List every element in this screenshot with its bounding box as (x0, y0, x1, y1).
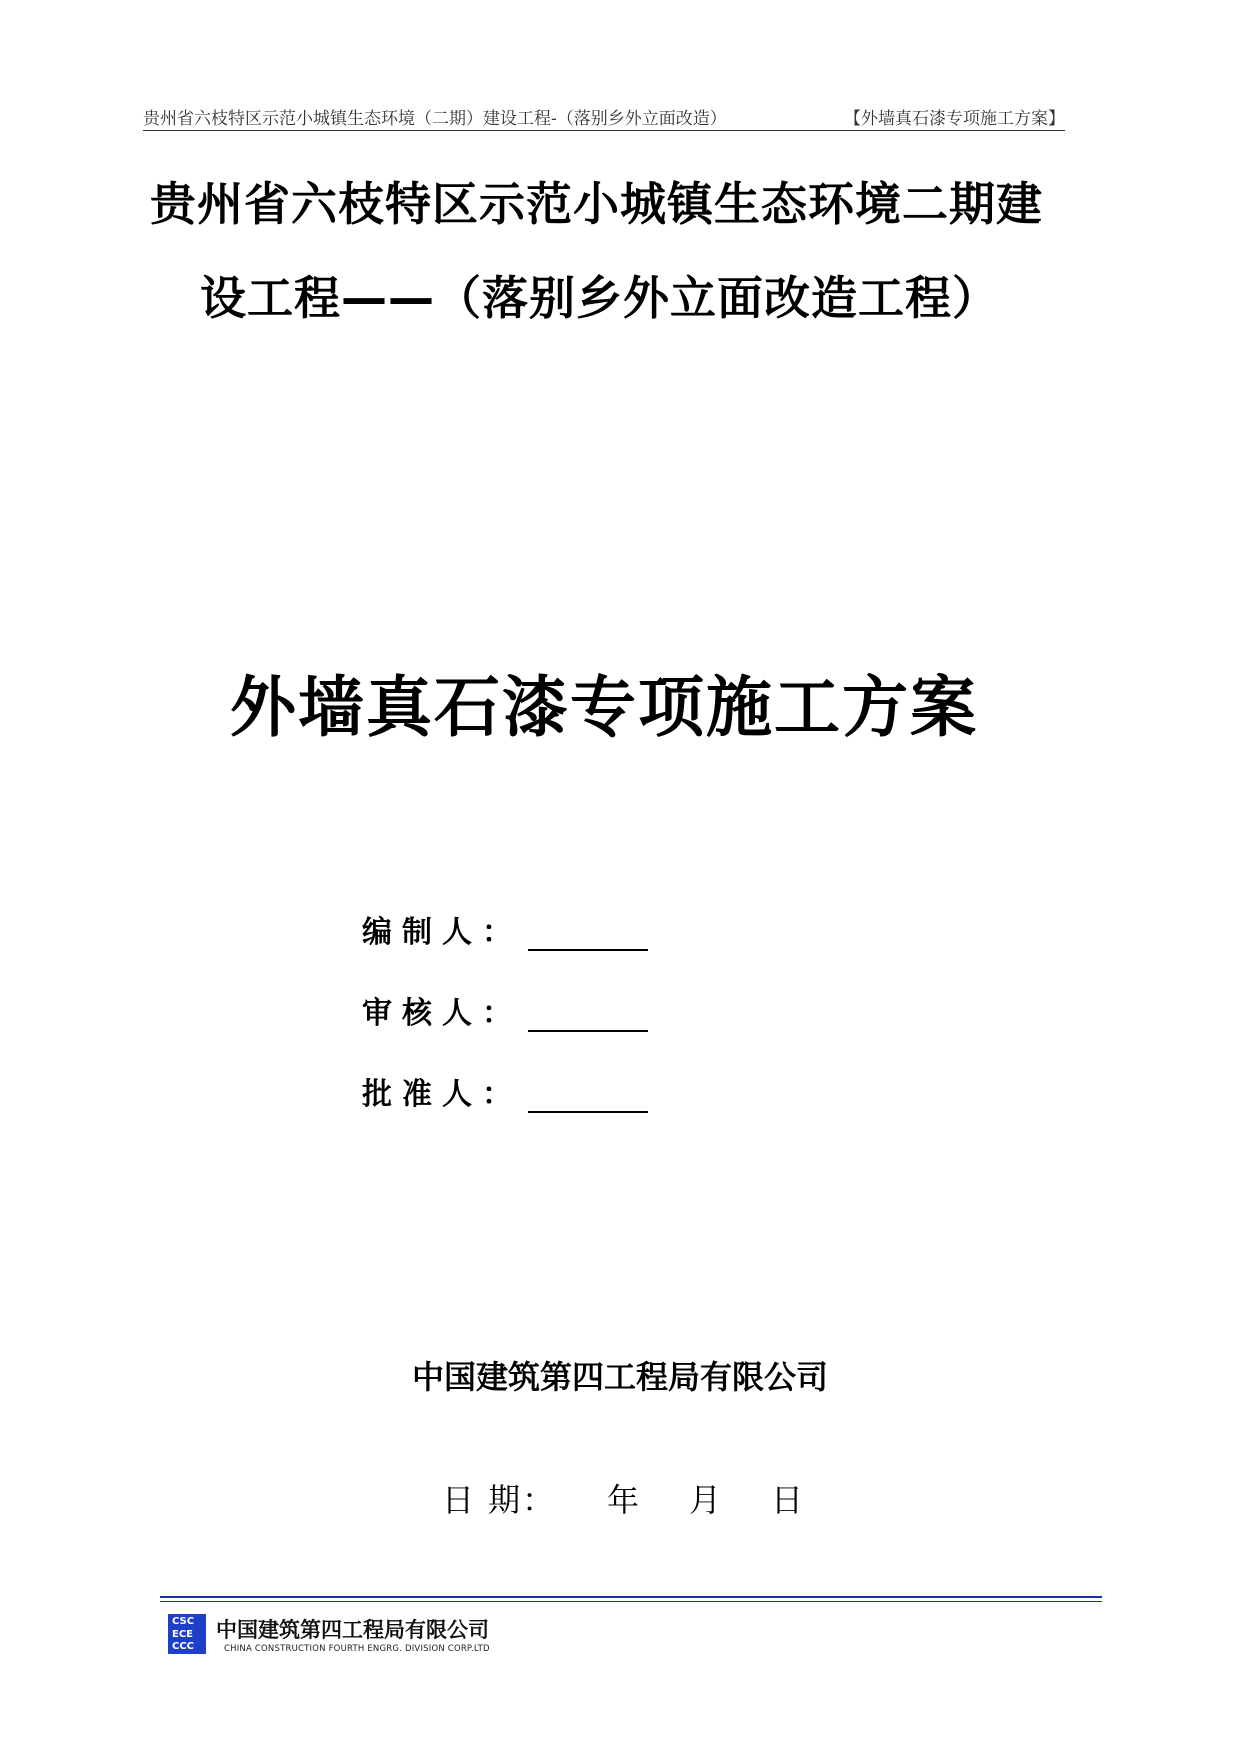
signature-reviewer (362, 988, 648, 1032)
footer-rule (160, 1596, 1102, 1598)
signature-line (528, 921, 648, 951)
footer-company-cn: 中国建筑第四工程局有限公司 (216, 1618, 489, 1642)
header-project: 贵州省六枝特区示范小城镇生态环境（二期）建设工程-（落别乡外立面改造） (143, 109, 727, 129)
date-label: 日 期： (442, 1481, 557, 1519)
footer-company-en: CHINA CONSTRUCTION FOURTH ENGRG. DIVISION CORP.LTD (224, 1644, 490, 1654)
header-rule (143, 130, 1065, 131)
date-line (442, 1475, 803, 1521)
date-year: 年 (607, 1481, 640, 1519)
signature-approver (362, 1069, 648, 1113)
date-month: 月 (689, 1481, 722, 1519)
company-name: 中国建筑第四工程局有限公司 (411, 1358, 828, 1396)
document-title: 外墙真石漆专项施工方案 (230, 668, 978, 746)
running-header (143, 104, 1065, 129)
signature-label: 编制人： (362, 915, 522, 950)
header-doc-title: 【外墙真石漆专项施工方案】 (844, 109, 1065, 129)
date-day: 日 (771, 1481, 804, 1519)
project-title-line2: 设工程——（落别乡外立面改造工程） (200, 271, 999, 325)
signature-compiler (362, 907, 648, 951)
signature-line (528, 1002, 648, 1032)
project-title-line1: 贵州省六枝特区示范小城镇生态环境二期建 (150, 177, 1043, 231)
signature-line (528, 1083, 648, 1113)
cscec-logo-icon: CSC ECE CCC (168, 1614, 206, 1654)
signature-label: 批准人： (362, 1077, 522, 1112)
signature-label: 审核人： (362, 996, 522, 1031)
footer-rule-thin (160, 1601, 1102, 1602)
